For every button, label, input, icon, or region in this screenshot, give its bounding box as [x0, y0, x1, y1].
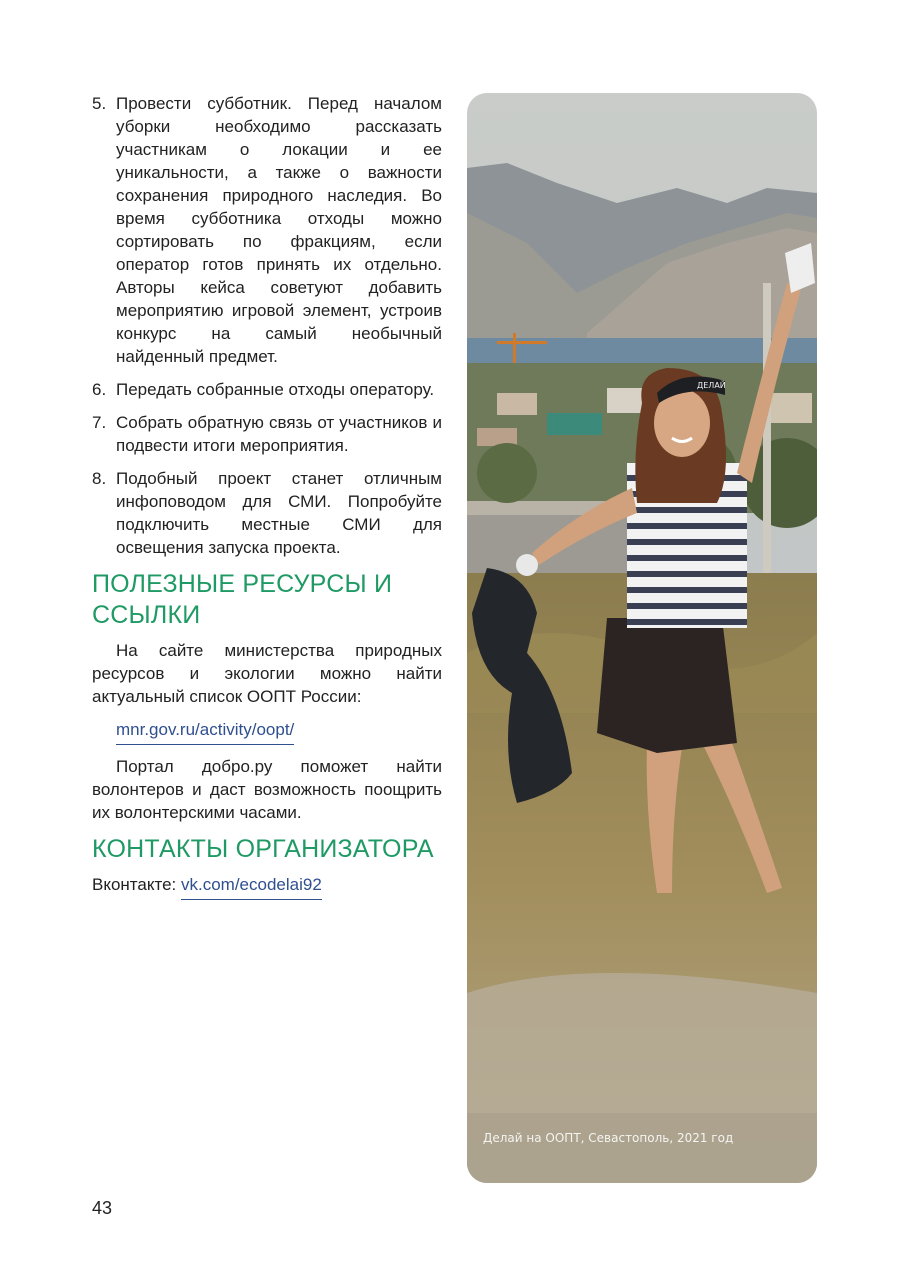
list-item: [92, 378, 442, 401]
contacts-heading: КОНТАКТЫ ОРГАНИЗАТОРА: [92, 835, 434, 863]
step-number: 5.: [92, 94, 107, 113]
step-number: 7.: [92, 413, 107, 432]
text-column: [92, 92, 442, 910]
list-item: [92, 411, 442, 457]
photo-caption: Делай на ООПТ, Севастополь, 2021 год: [483, 1131, 734, 1145]
vk-link[interactable]: vk.com/ecodelai92: [181, 873, 322, 900]
page-number: 43: [92, 1198, 113, 1218]
steps-list: [92, 92, 442, 559]
cap-text: ДЕЛАЙ: [697, 381, 726, 390]
step-text: Передать собранные отходы оператору.: [116, 380, 435, 399]
step-text: Провести субботник. Перед началом уборки необходимо рассказать участникам о локации и ее уникальности, а также о важности сохранения природного наследия. Во время субботника отходы можно сортировать по фракциям, если оператор готов принять их отдельно. Авторы кейса советуют добавить мероприятию игровой элемент, устроив конкурс на самый необычный найденный предмет.: [116, 94, 442, 366]
step-text: Подобный проект станет отличным инфоповодом для СМИ. Попробуйте подключить местные СМИ для освещения запуска проекта.: [116, 469, 442, 557]
step-number: 6.: [92, 380, 107, 399]
portal-text: Портал добро.ру поможет найти волонтеров и даст возможность поощрить их волонтерскими часами.: [92, 757, 442, 822]
list-item: [92, 92, 442, 368]
list-item: [92, 467, 442, 559]
contacts-line: [92, 873, 442, 900]
step-text: Собрать обратную связь от участников и подвести итоги мероприятия.: [116, 413, 442, 455]
volunteer-photo: [467, 93, 817, 1183]
contacts-label: Вконтакте:: [92, 875, 181, 894]
resources-heading: ПОЛЕЗНЫЕ РЕСУРСЫ И ССЫЛКИ: [92, 570, 393, 629]
step-number: 8.: [92, 469, 107, 488]
resources-intro: На сайте министерства природных ресурсов и экологии можно найти актуальный список ООПТ России:: [92, 641, 442, 706]
oopt-link[interactable]: mnr.gov.ru/activity/oopt/: [116, 718, 294, 745]
